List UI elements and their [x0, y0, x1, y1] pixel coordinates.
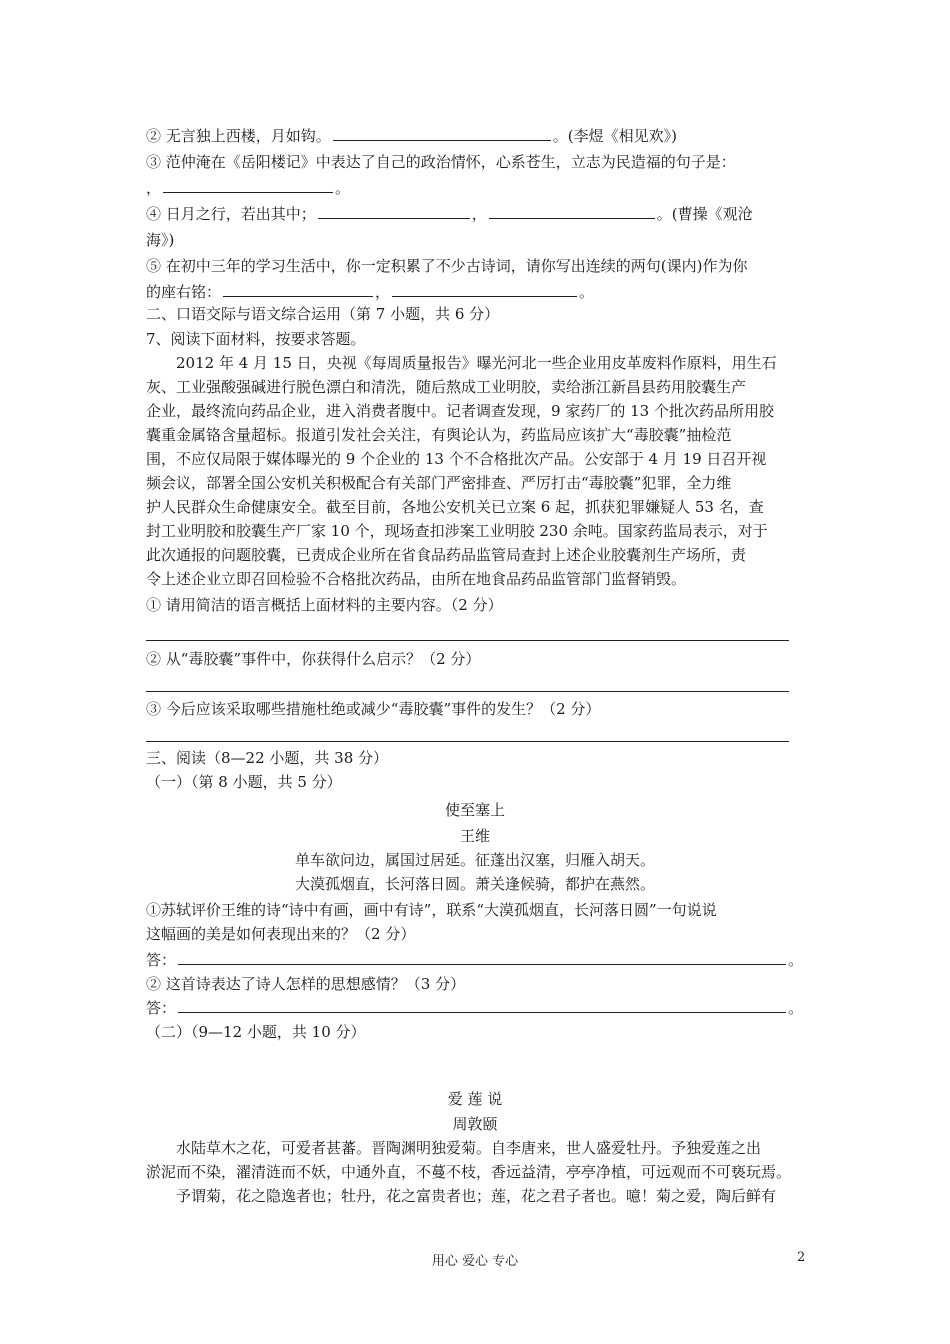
poem-title: 使至塞上 — [444, 801, 505, 819]
passage-line: 囊重金属铬含量超标。报道引发社会关注，有舆论认为，药监局应该扩大“毒胶囊”抽检范 — [146, 426, 732, 444]
passage-line: 令上述企业立即召回检验不合格批次药品，由所在地食品药品监管部门监督销毁。 — [146, 570, 687, 588]
answer-blank[interactable] — [333, 125, 551, 141]
passage-line: 封工业明胶和胶囊生产厂家 10 个，现场查扣涉案工业明胶 230 余吨。国家药监局表示，对于 — [146, 522, 768, 540]
answer-blank[interactable] — [318, 203, 470, 219]
essay-author: 周敦颐 — [452, 1115, 498, 1133]
answer-blank[interactable] — [163, 177, 333, 193]
answer-blank[interactable] — [178, 949, 786, 965]
question-8-1-cont: 这幅画的美是如何表现出来的？（2 分） — [146, 925, 416, 943]
recite-line-5-answer: 的座右铭： ， 。 — [146, 283, 595, 301]
recite-line-4: ④ 日月之行，若出其中； ， 。(曹操《观沧 — [146, 205, 753, 223]
recite-line-5: ⑤ 在初中三年的学习生活中，你一定积累了不少古诗词，请你写出连续的两句(课内)作为你 — [146, 257, 748, 275]
recite-line-4-cont: 海》) — [146, 231, 175, 249]
passage-line: 灰、工业强酸强碱进行脱色漂白和清洗，随后熬成工业明胶，卖给浙江新昌县药用胶囊生产 — [146, 378, 747, 396]
essay-title: 爱 莲 说 — [447, 1090, 503, 1108]
recite-line-3: ③ 范仲淹在《岳阳楼记》中表达了自己的政治情怀，心系苍生，立志为民造福的句子是： — [146, 153, 736, 171]
question-7-1: ① 请用简洁的语言概括上面材料的主要内容。（2 分） — [146, 596, 503, 614]
passage-line: 围，不应仅局限于媒体曝光的 9 个企业的 13 个不合格批次产品。公安部于 4 月 19 日召开视 — [146, 450, 767, 468]
question-7-2: ② 从“毒胶囊”事件中，你获得什么启示？（2 分） — [146, 650, 481, 668]
answer-line[interactable] — [146, 691, 789, 692]
passage-line: 频会议，部署全国公安机关积极配合有关部门严密排查、严厉打击“毒胶囊”犯罪，全力维 — [146, 474, 732, 492]
poem-author: 王维 — [459, 827, 490, 845]
recite-line-3-answer: ， 。 — [146, 179, 351, 197]
page-number: 2 — [797, 1250, 806, 1265]
question-8-1: ①苏轼评价王维的诗“诗中有画，画中有诗”，联系“大漠孤烟直，长河落日圆”一句说说 — [146, 901, 717, 919]
answer-blank[interactable] — [178, 997, 786, 1013]
answer-blank[interactable] — [223, 281, 373, 297]
essay-line: 予谓菊，花之隐逸者也；牡丹，花之富贵者也；莲，花之君子者也。噫！菊之爱，陶后鲜有 — [176, 1187, 777, 1205]
essay-line: 淤泥而不染，濯清涟而不妖，中通外直，不蔓不枝，香远益清，亭亭净植，可远观而不可亵玩焉。 — [146, 1163, 792, 1181]
section-3-heading: 三、阅读（8—22 小题，共 38 分） — [146, 749, 389, 767]
passage-line: 2012 年 4 月 15 日，央视《每周质量报告》曝光河北一些企业用皮革废料作原料，用生石 — [176, 354, 777, 372]
answer-blank[interactable] — [392, 281, 577, 297]
section-2-heading: 二、口语交际与语文综合运用（第 7 小题，共 6 分） — [146, 305, 500, 323]
poem-line: 大漠孤烟直，长河落日圆。萧关逢候骑，都护在燕然。 — [294, 875, 655, 893]
answer-line[interactable] — [146, 640, 789, 641]
recite-line-2: ② 无言独上西楼，月如钩。 。(李煜《相见欢》) — [146, 127, 677, 145]
poem-line: 单车欲问边，属国过居延。征蓬出汉塞，归雁入胡天。 — [294, 851, 655, 869]
question-8-2: ② 这首诗表达了诗人怎样的思想感情？（3 分） — [146, 975, 466, 993]
part-1-heading: （一）（第 8 小题，共 5 分） — [146, 773, 342, 791]
question-7-heading: 7、阅读下面材料，按要求答题。 — [146, 330, 366, 348]
answer-line[interactable] — [146, 741, 789, 742]
answer-blank[interactable] — [489, 203, 655, 219]
passage-line: 护人民群众生命健康安全。截至目前，各地公安机关已立案 6 起，抓获犯罪嫌疑人 53 名，查 — [146, 498, 764, 516]
part-2-heading: （二）（9—12 小题，共 10 分） — [146, 1023, 366, 1041]
question-8-1-answer: 答： 。 — [146, 951, 804, 969]
passage-line: 此次通报的问题胶囊，已责成企业所在省食品药品监管局查封上述企业胶囊剂生产场所，责 — [146, 546, 747, 564]
page-footer: 用心 爱心 专心 — [431, 1254, 519, 1269]
question-8-2-answer: 答： 。 — [146, 999, 804, 1017]
question-7-3: ③ 今后应该采取哪些措施杜绝或减少“毒胶囊”事件的发生？（2 分） — [146, 700, 601, 718]
passage-line: 企业，最终流向药品企业，进入消费者腹中。记者调查发现，9 家药厂的 13 个批次药品所用胶 — [146, 402, 774, 420]
essay-line: 水陆草木之花，可爱者甚蕃。晋陶渊明独爱菊。自李唐来，世人盛爱牡丹。予独爱莲之出 — [176, 1139, 762, 1157]
